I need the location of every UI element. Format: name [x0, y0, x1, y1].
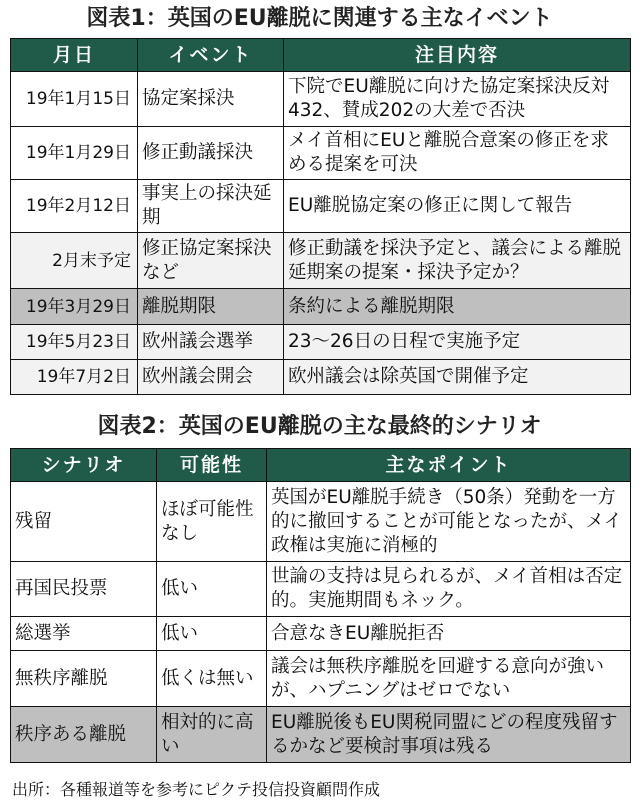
event-name: 事実上の採決延期 [138, 180, 284, 233]
event-name: 修正協定案採決など [138, 233, 284, 289]
scenarios-header-row [11, 449, 631, 482]
scenarios-table [10, 448, 631, 763]
table-row [11, 360, 631, 395]
event-name: 欧州議会開会 [138, 360, 284, 395]
event-date: 19年5月23日 [11, 325, 138, 360]
event-name: 修正動議採決 [138, 127, 284, 180]
event-detail: 欧州議会は除英国で開催予定 [284, 360, 631, 395]
header-date: 月日 [11, 39, 138, 72]
event-detail: メイ首相にEUと離脱合意案の修正を求める提案を可決 [284, 127, 631, 180]
table2-title: 図表2：英国のEU離脱の主な最終的シナリオ [97, 414, 542, 439]
table-row [11, 707, 631, 763]
event-date: 19年3月29日 [11, 289, 138, 325]
table-row [11, 233, 631, 289]
header-detail: 注目内容 [284, 39, 631, 72]
event-name: 協定案採決 [138, 72, 284, 127]
scenario-point: EU離脱後もEU関税同盟にどの程度残留するかなど要検討事項は残る [267, 707, 631, 763]
table-row [11, 289, 631, 325]
event-detail: 条約による離脱期限 [284, 289, 631, 325]
header-point: 主なポイント [267, 449, 631, 482]
table-row [11, 562, 631, 617]
event-date: 19年7月2日 [11, 360, 138, 395]
scenario-possibility: 低くは無い [157, 651, 267, 707]
event-detail: EU離脱協定案の修正に関して報告 [284, 180, 631, 233]
event-name: 欧州議会選挙 [138, 325, 284, 360]
scenario-point: 世論の支持は見られるが、メイ首相は否定的。実施期間もネック。 [267, 562, 631, 617]
scenario-name: 総選挙 [11, 617, 157, 651]
scenario-possibility: ほぼ可能性なし [157, 482, 267, 562]
scenario-name: 無秩序離脱 [11, 651, 157, 707]
event-date: 19年2月12日 [11, 180, 138, 233]
table-row [11, 482, 631, 562]
table-row [11, 651, 631, 707]
scenario-name: 残留 [11, 482, 157, 562]
event-date: 2月末予定 [11, 233, 138, 289]
event-date: 19年1月15日 [11, 72, 138, 127]
source-note: 出所：各種報道等を参考にピクテ投信投資顧問作成 [12, 780, 381, 799]
events-header-row [11, 39, 631, 72]
scenario-possibility: 低い [157, 562, 267, 617]
event-date: 19年1月29日 [11, 127, 138, 180]
header-possibility: 可能性 [157, 449, 267, 482]
header-event: イベント [138, 39, 284, 72]
scenario-name: 再国民投票 [11, 562, 157, 617]
event-detail: 下院でEU離脱に向けた協定案採決反対432、賛成202の大差で否決 [284, 72, 631, 127]
table-row [11, 617, 631, 651]
table-row [11, 325, 631, 360]
events-table [10, 38, 631, 395]
scenario-point: 英国がEU離脱手続き（50条）発動を一方的に撤回することが可能となったが、メイ政権は実施に消極的 [267, 482, 631, 562]
scenario-possibility: 相対的に高い [157, 707, 267, 763]
event-detail: 修正動議を採決予定と、議会による離脱延期案の提案・採決予定か？ [284, 233, 631, 289]
scenario-possibility: 低い [157, 617, 267, 651]
table-row [11, 180, 631, 233]
event-detail: 23～26日の日程で実施予定 [284, 325, 631, 360]
table-row [11, 127, 631, 180]
scenario-point: 議会は無秩序離脱を回避する意向が強いが、ハプニングはゼロでない [267, 651, 631, 707]
table-row [11, 72, 631, 127]
scenario-point: 合意なきEU離脱拒否 [267, 617, 631, 651]
event-name: 離脱期限 [138, 289, 284, 325]
header-scenario: シナリオ [11, 449, 157, 482]
table1-title: 図表1：英国のEU離脱に関連する主なイベント [86, 6, 553, 31]
scenario-name: 秩序ある離脱 [11, 707, 157, 763]
